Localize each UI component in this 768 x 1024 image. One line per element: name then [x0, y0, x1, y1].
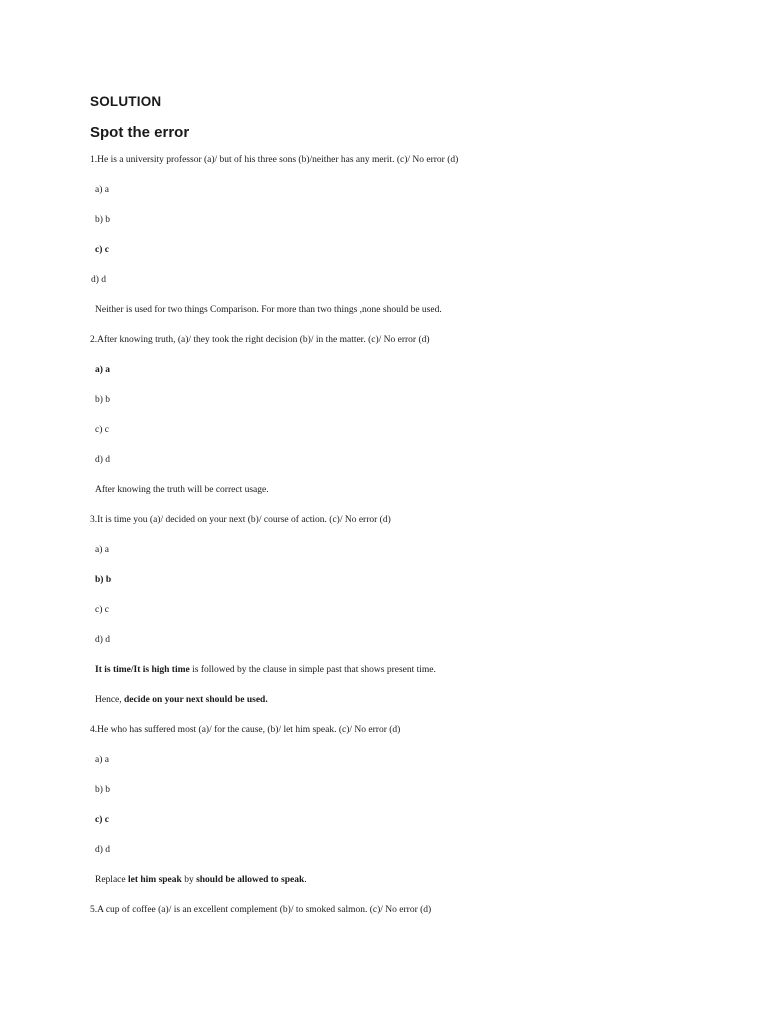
question-1-option-a: a) a — [95, 185, 109, 195]
question-5-text: 5.A cup of coffee (a)/ is an excellent complement (b)/ to smoked salmon. (c)/ No error (d) — [90, 905, 432, 915]
question-4-explanation — [95, 874, 307, 886]
question-4-explanation-mid: by — [181, 875, 197, 885]
question-3-option-d: d) d — [95, 635, 111, 645]
question-4-explanation-pre: Replace — [95, 875, 128, 885]
question-3-text: 3.It is time you (a)/ decided on your next (b)/ course of action. (c)/ No error (d) — [90, 515, 391, 525]
question-3-explanation-2 — [95, 694, 268, 706]
question-3-option-b-correct: b) b — [95, 575, 112, 585]
question-3-option-c: c) c — [95, 605, 109, 615]
question-1-text: 1.He is a university professor (a)/ but of his three sons (b)/neither has any merit. (c)/ No error (d) — [90, 155, 459, 165]
question-2-explanation: After knowing the truth will be correct usage. — [95, 485, 269, 495]
question-4-explanation-bold-2: should be allowed to speak — [196, 875, 305, 885]
question-3-explanation-2-pre: Hence, — [95, 695, 125, 705]
question-2-option-a-correct: a) a — [95, 365, 111, 375]
question-1-option-d: d) d — [91, 275, 107, 285]
solution-heading: SOLUTION — [90, 94, 162, 109]
question-3-option-a: a) a — [95, 545, 109, 555]
question-4-explanation-post: . — [304, 875, 307, 885]
question-2-option-b: b) b — [95, 395, 111, 405]
question-3-explanation-1-rest: is followed by the clause in simple past that shows present time. — [189, 665, 436, 675]
question-3-explanation-1 — [95, 664, 436, 676]
question-2-option-c: c) c — [95, 425, 109, 435]
question-4-option-d: d) d — [95, 845, 111, 855]
question-4-explanation-bold-1: let him speak — [127, 875, 182, 885]
question-3-explanation-1-bold: It is time/It is high time — [95, 665, 190, 675]
question-1-option-b: b) b — [95, 215, 111, 225]
question-1-option-c-correct: c) c — [95, 245, 109, 255]
question-2-text: 2.After knowing truth, (a)/ they took the right decision (b)/ in the matter. (c)/ No error (d) — [90, 335, 430, 345]
question-4-option-c-correct: c) c — [95, 815, 109, 825]
question-3-explanation-2-bold: decide on your next should be used. — [124, 695, 268, 705]
question-4-option-b: b) b — [95, 785, 111, 795]
question-4-option-a: a) a — [95, 755, 109, 765]
section-title: Spot the error — [90, 124, 190, 141]
question-1-explanation: Neither is used for two things Comparison. For more than two things ,none should be used. — [95, 305, 442, 315]
question-4-text: 4.He who has suffered most (a)/ for the cause, (b)/ let him speak. (c)/ No error (d) — [90, 725, 401, 735]
question-2-option-d: d) d — [95, 455, 111, 465]
